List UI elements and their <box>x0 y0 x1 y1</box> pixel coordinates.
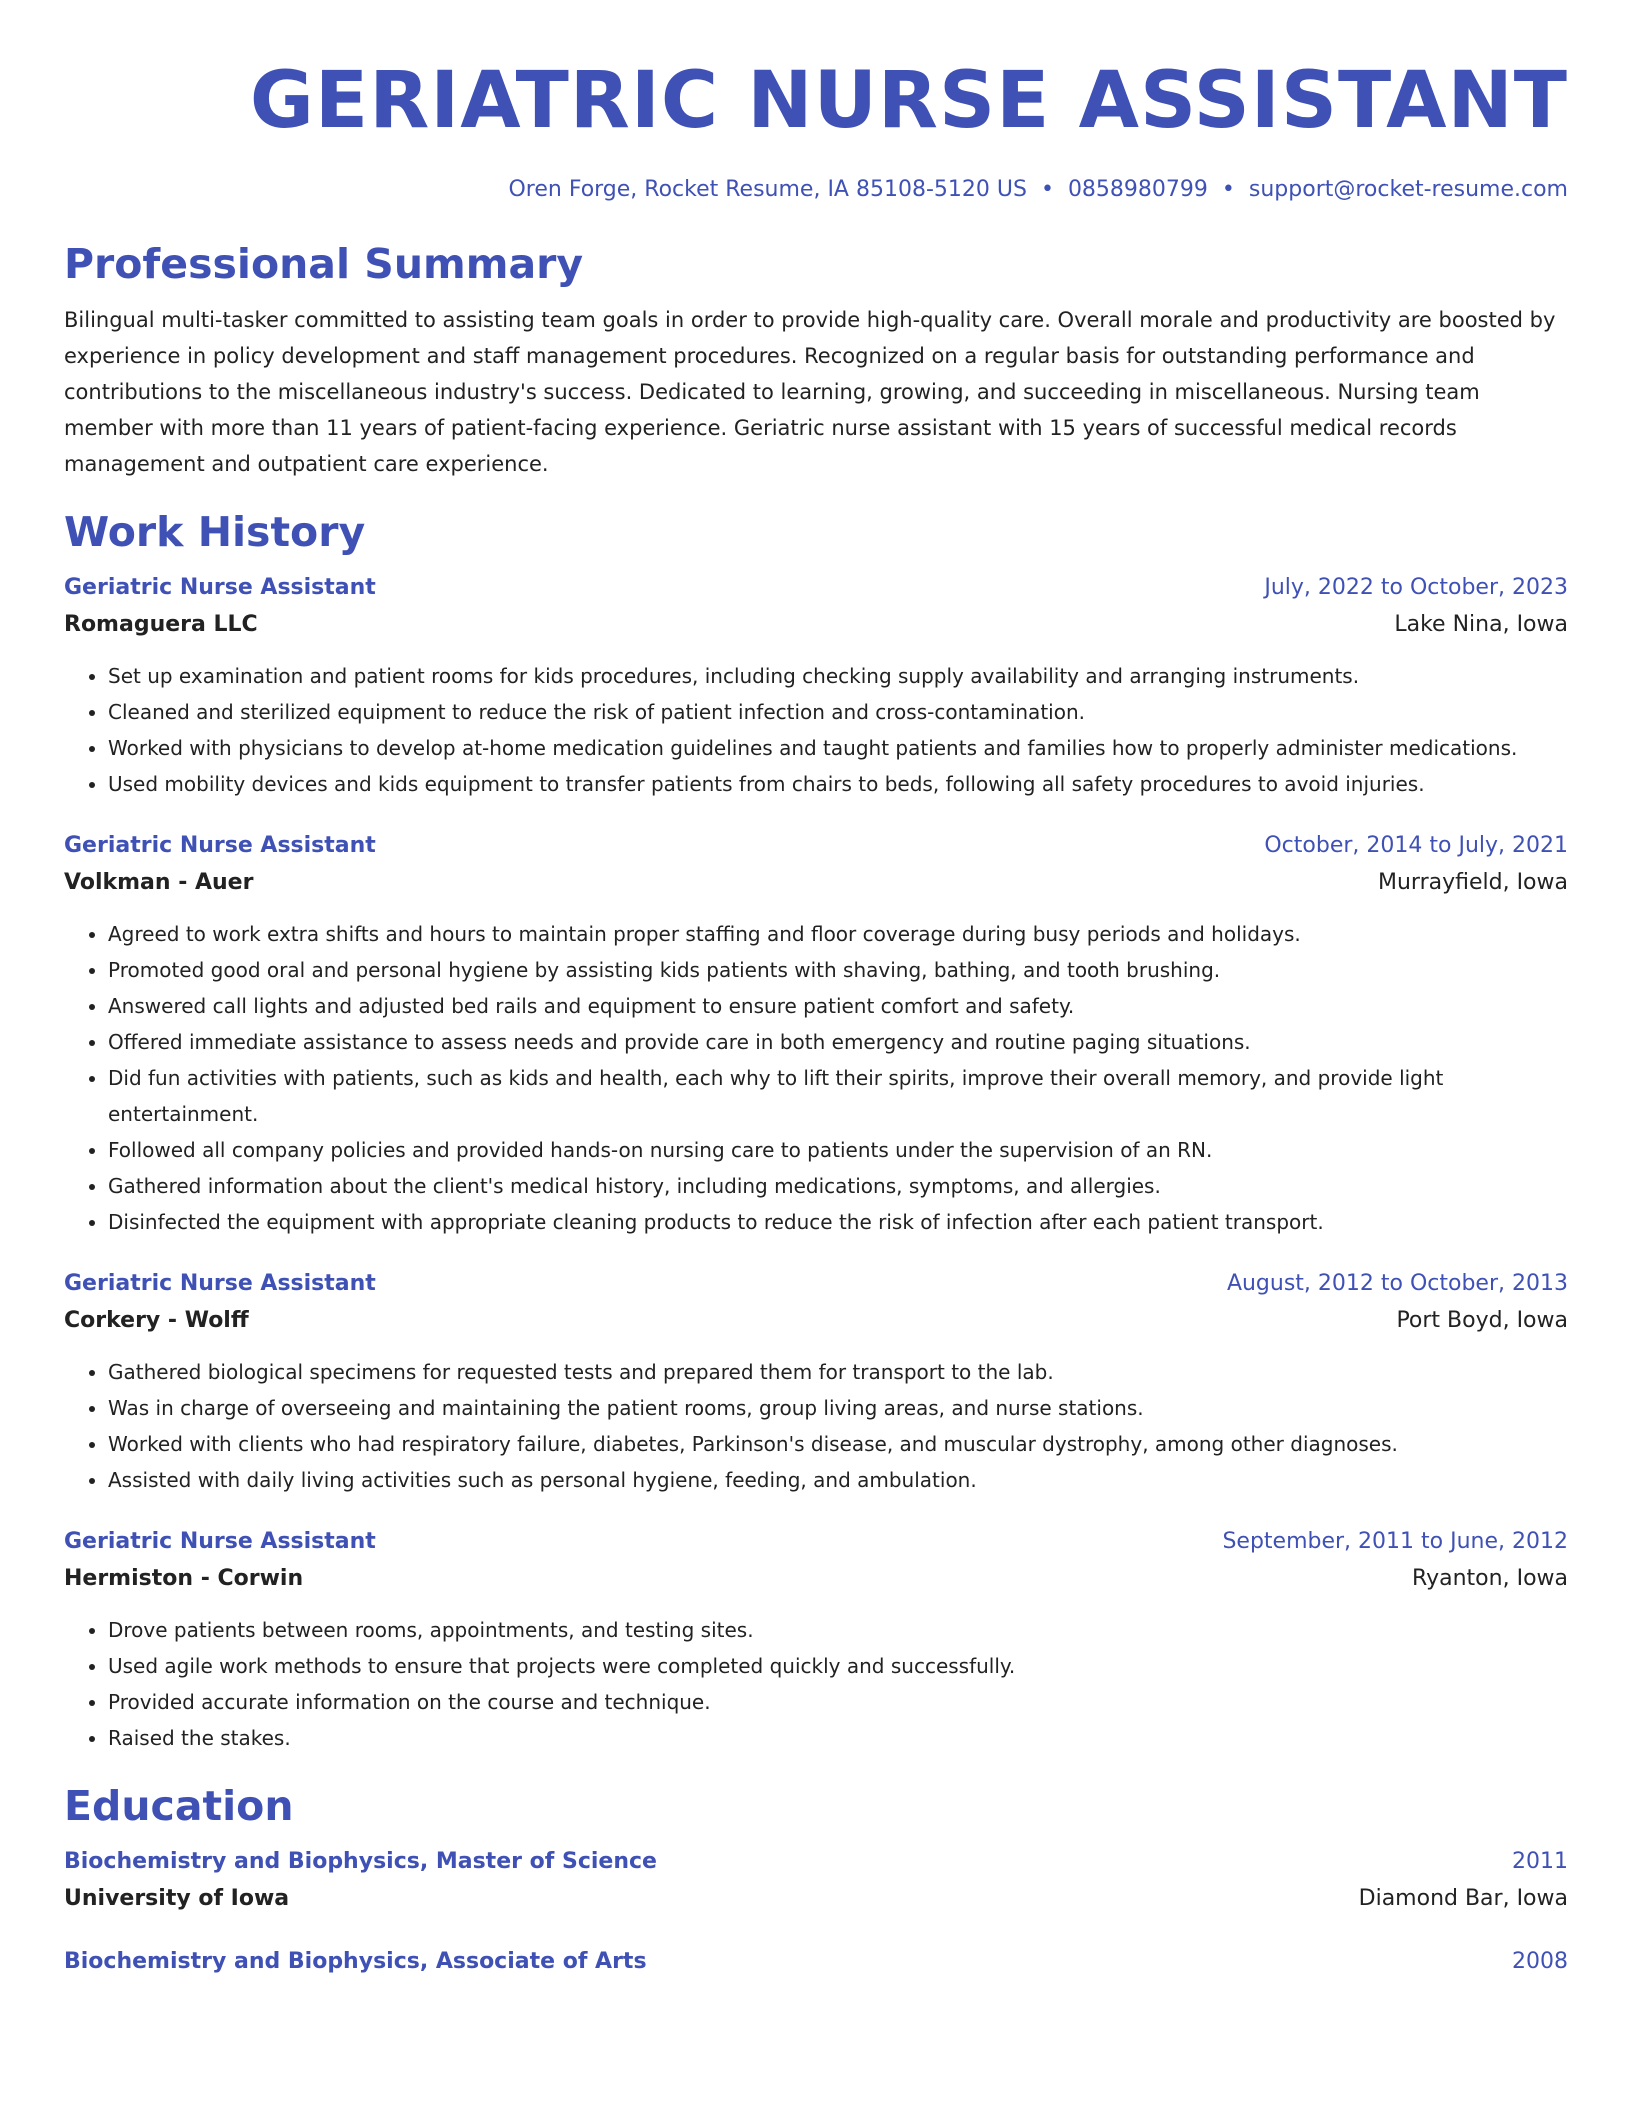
bullet-item: • Gathered biological specimens for requested tests and prepared them for transport to the lab. <box>108 1354 1568 1390</box>
bullet-item: • Followed all company policies and provided hands-on nursing care to patients under the supervision of an RN. <box>108 1132 1568 1168</box>
bullet-item: • Gathered information about the client's medical history, including medications, symptoms, and allergies. <box>108 1168 1568 1204</box>
job-company: Romaguera LLC <box>64 612 258 637</box>
bullet-item: • Drove patients between rooms, appointments, and testing sites. <box>108 1612 1568 1648</box>
job-bullets <box>64 916 1568 1240</box>
job-title: Geriatric Nurse Assistant <box>64 833 376 858</box>
section-title-work-history: Work History <box>64 508 366 556</box>
education-degree: Biochemistry and Biophysics, Associate of Arts <box>64 1949 647 1974</box>
contact-line <box>64 174 1568 206</box>
resume-name: GERIATRIC NURSE ASSISTANT <box>249 56 1568 146</box>
job-bullets <box>64 1612 1568 1756</box>
job-dates: July, 2022 to October, 2023 <box>1264 575 1568 600</box>
job-dates: September, 2011 to June, 2012 <box>1222 1529 1568 1554</box>
job-company: Hermiston - Corwin <box>64 1566 304 1591</box>
education-degree: Biochemistry and Biophysics, Master of Science <box>64 1849 657 1874</box>
job-entry <box>64 1524 1568 1756</box>
bullet-item: • Was in charge of overseeing and maintaining the patient rooms, group living areas, and nurse stations. <box>108 1390 1568 1426</box>
bullet-item: • Promoted good oral and personal hygiene by assisting kids patients with shaving, bathing, and tooth brushing. <box>108 952 1568 988</box>
bullet-item: • Cleaned and sterilized equipment to reduce the risk of patient infection and cross-contamination. <box>108 694 1568 730</box>
section-title-education: Education <box>64 1782 294 1830</box>
job-entry <box>64 1266 1568 1498</box>
education-year: 2011 <box>1512 1849 1568 1874</box>
job-company: Volkman - Auer <box>64 870 254 895</box>
contact-separator: • <box>1221 177 1235 202</box>
contact-email[interactable]: support@rocket-resume.com <box>1248 177 1568 202</box>
bullet-item: • Worked with clients who had respiratory failure, diabetes, Parkinson's disease, and muscular dystrophy, among other diagnoses. <box>108 1426 1568 1462</box>
bullet-item: • Worked with physicians to develop at-home medication guidelines and taught patients and families how to properly administer medications. <box>108 730 1568 766</box>
bullet-item: • Offered immediate assistance to assess needs and provide care in both emergency and routine paging situations. <box>108 1024 1568 1060</box>
contact-separator: • <box>1040 177 1054 202</box>
bullet-item: • Used mobility devices and kids equipment to transfer patients from chairs to beds, following all safety procedures to avoid injuries. <box>108 766 1568 802</box>
education-location: Diamond Bar, Iowa <box>1358 1886 1568 1911</box>
contact-address: Oren Forge, Rocket Resume, IA 85108-5120 US <box>508 177 1027 202</box>
job-dates: August, 2012 to October, 2013 <box>1226 1271 1568 1296</box>
bullet-item: • Used agile work methods to ensure that projects were completed quickly and successfully. <box>108 1648 1568 1684</box>
job-bullets <box>64 658 1568 802</box>
education-entry <box>64 1944 1568 1980</box>
bullet-item: • Answered call lights and adjusted bed rails and equipment to ensure patient comfort and safety. <box>108 988 1568 1024</box>
section-title-summary: Professional Summary <box>64 240 584 288</box>
education-school: University of Iowa <box>64 1886 290 1911</box>
job-location: Murrayfield, Iowa <box>1377 870 1568 895</box>
bullet-item: • Assisted with daily living activities such as personal hygiene, feeding, and ambulation. <box>108 1462 1568 1498</box>
job-location: Port Boyd, Iowa <box>1396 1308 1568 1333</box>
bullet-item: • Disinfected the equipment with appropriate cleaning products to reduce the risk of infection after each patient transport. <box>108 1204 1568 1240</box>
job-dates: October, 2014 to July, 2021 <box>1264 833 1568 858</box>
bullet-item: • Agreed to work extra shifts and hours to maintain proper staffing and floor coverage during busy periods and holidays. <box>108 916 1568 952</box>
resume-page <box>64 0 1568 1980</box>
job-location: Lake Nina, Iowa <box>1394 612 1568 637</box>
job-title: Geriatric Nurse Assistant <box>64 1529 376 1554</box>
job-bullets <box>64 1354 1568 1498</box>
bullet-item: • Provided accurate information on the course and technique. <box>108 1684 1568 1720</box>
job-company: Corkery - Wolff <box>64 1308 249 1333</box>
job-location: Ryanton, Iowa <box>1412 1566 1568 1591</box>
job-entry <box>64 570 1568 802</box>
summary-text: Bilingual multi-tasker committed to assisting team goals in order to provide high-quality care. Overall morale and productivity are boosted by experience in policy development and staff management procedures. Recognized on a regular basis for outstanding performance and contributions to the miscellaneous industry's success. Dedicated to learning, growing, and succeeding in miscellaneous. Nursing team member with more than 11 years of patient-facing experience. Geriatric nurse assistant with 15 years of successful medical records management and outpatient care experience. <box>64 308 1556 476</box>
job-title: Geriatric Nurse Assistant <box>64 575 376 600</box>
bullet-item: • Raised the stakes. <box>108 1720 1568 1756</box>
bullet-item: • Did fun activities with patients, such as kids and health, each why to lift their spirits, improve their overall memory, and provide light entertainment. <box>108 1060 1568 1132</box>
job-entry <box>64 828 1568 1240</box>
education-entry <box>64 1844 1568 1918</box>
education-year: 2008 <box>1512 1949 1568 1974</box>
bullet-item: • Set up examination and patient rooms for kids procedures, including checking supply availability and arranging instruments. <box>108 658 1568 694</box>
contact-phone: 0858980799 <box>1067 177 1208 202</box>
job-title: Geriatric Nurse Assistant <box>64 1271 376 1296</box>
